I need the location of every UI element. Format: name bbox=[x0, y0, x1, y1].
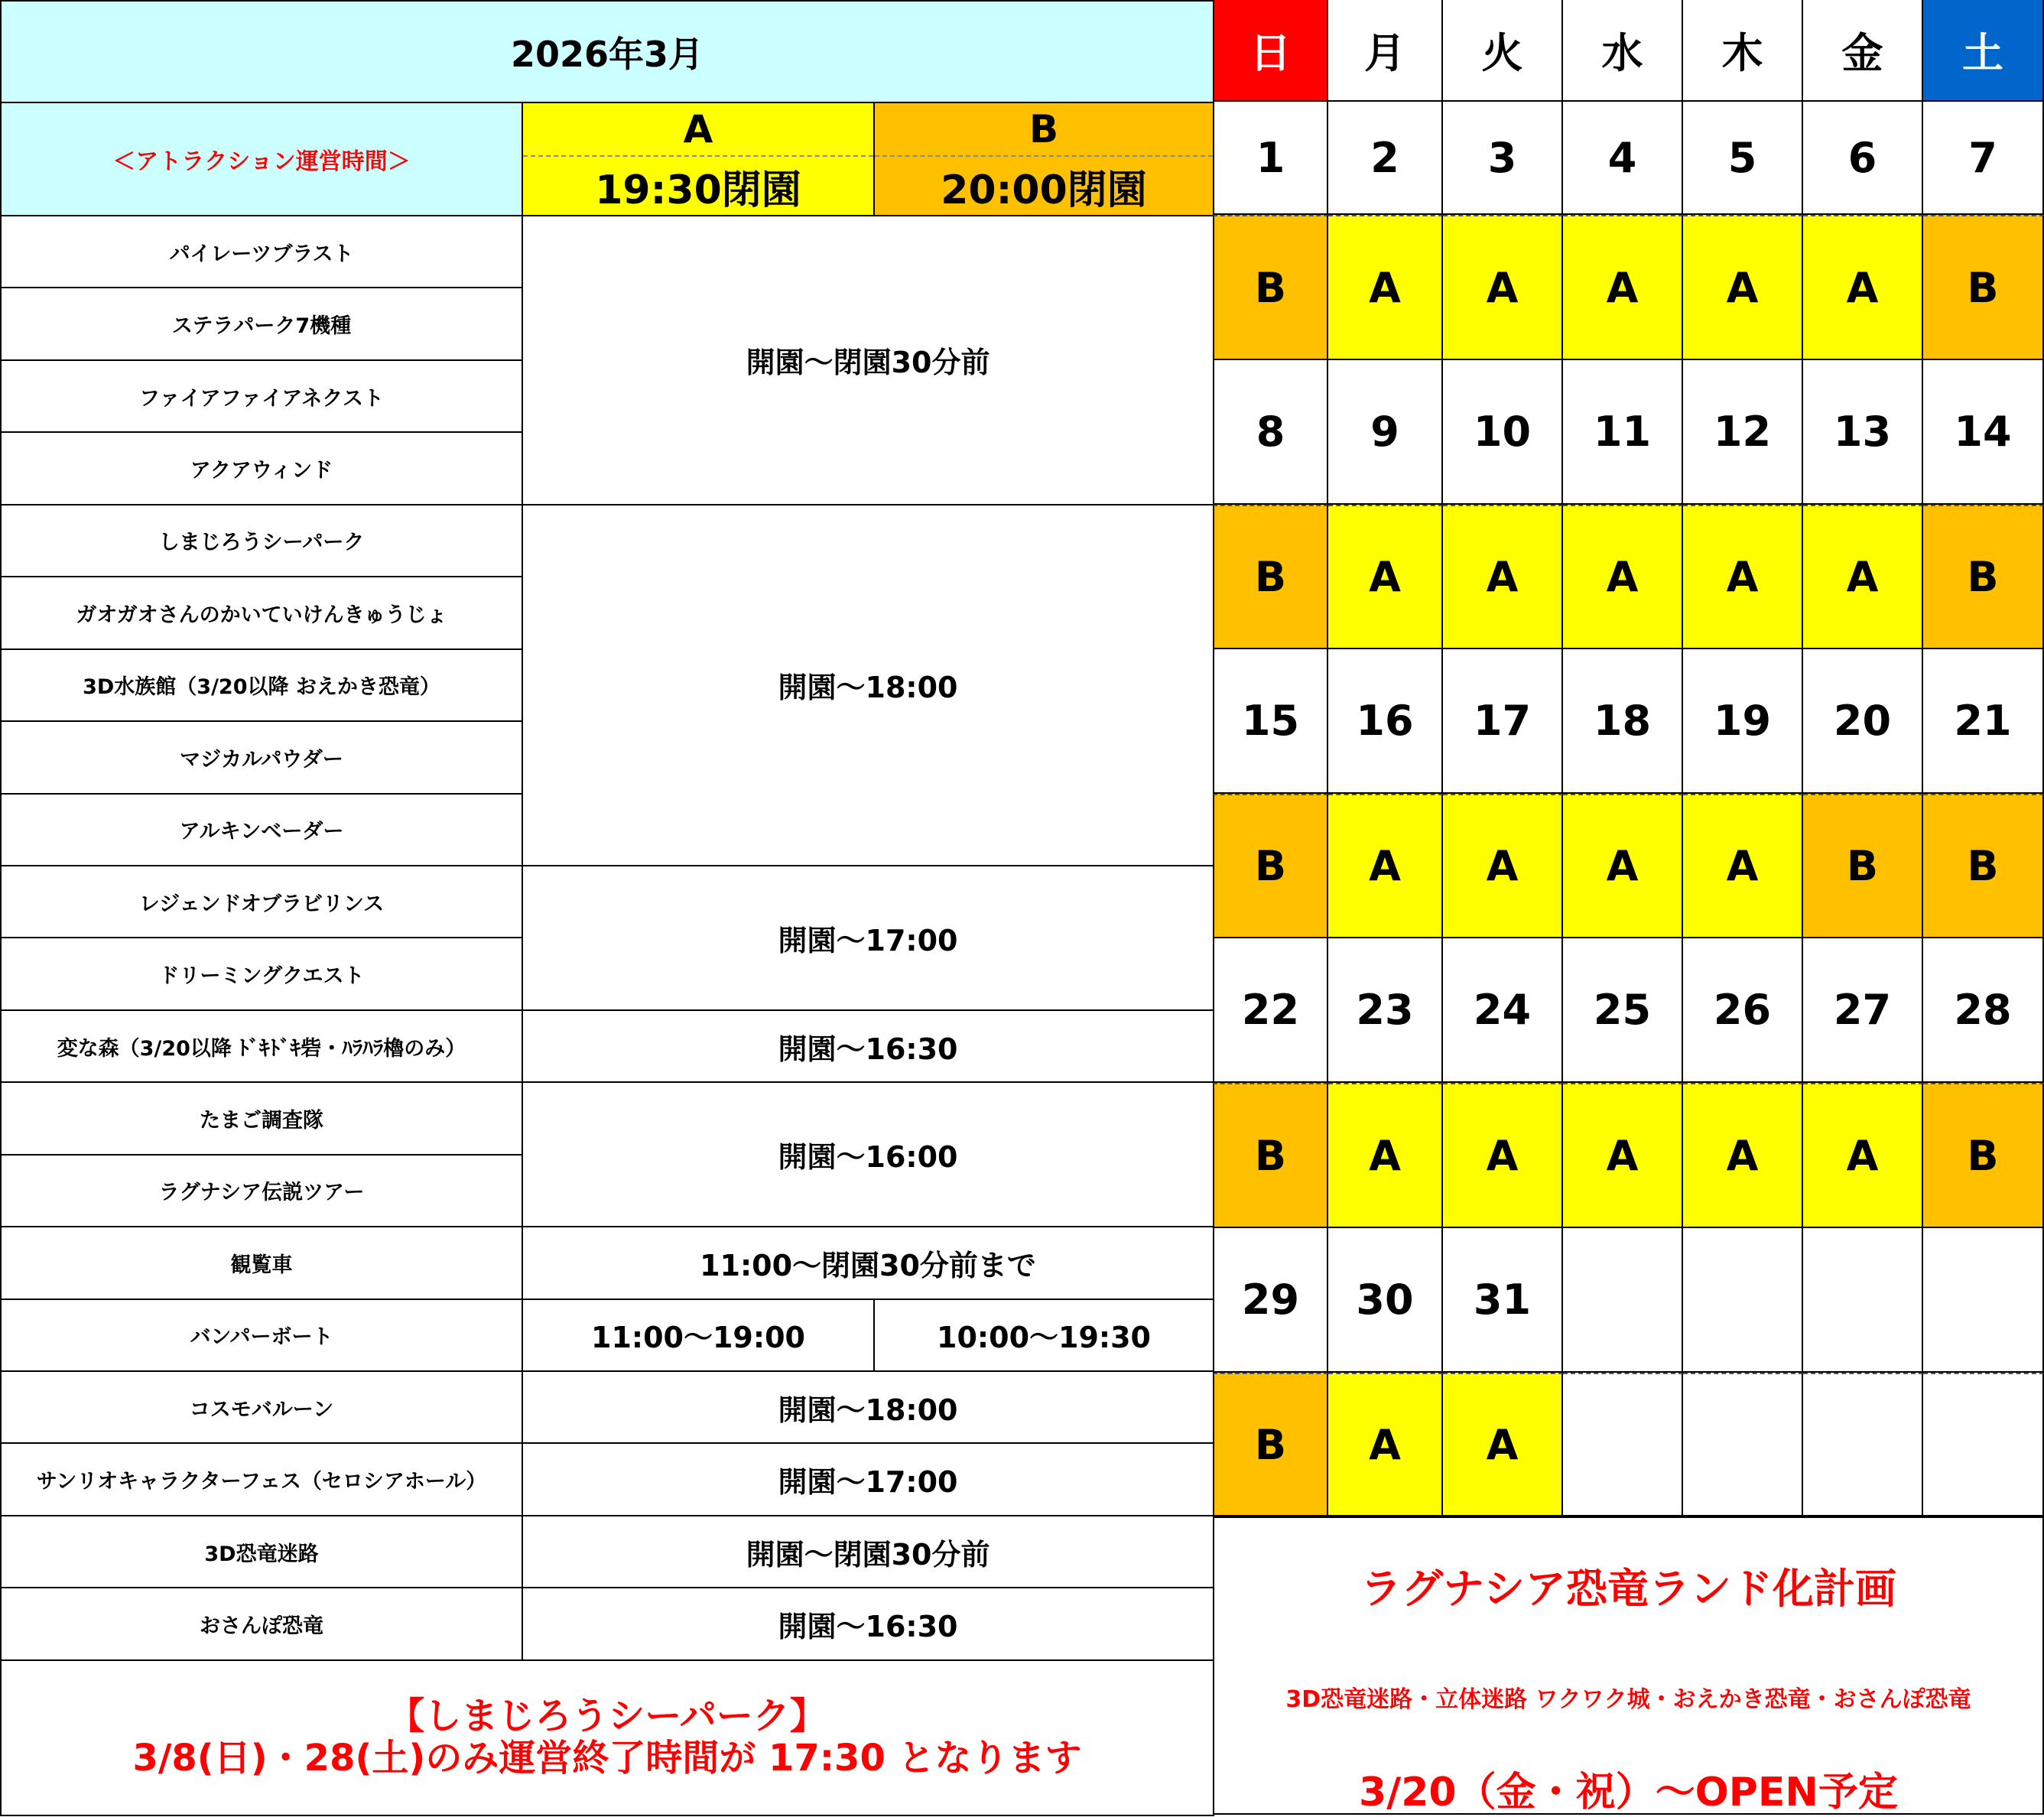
promo-date: 3/20（金・祝）～OPEN予定 bbox=[1359, 1770, 1898, 1815]
day-pattern-code: A bbox=[1683, 215, 1803, 360]
calendar-day bbox=[1803, 1228, 1923, 1373]
calendar-day: 12 bbox=[1683, 360, 1803, 505]
shimajiro-notice bbox=[1, 1660, 1214, 1815]
day-pattern-code: A bbox=[1803, 1083, 1923, 1228]
attraction-hours: 開園～17:00 bbox=[522, 866, 1214, 1010]
day-pattern-code: A bbox=[1563, 505, 1683, 649]
calendar-day: 11 bbox=[1563, 360, 1683, 505]
attraction-name: ラグナシア伝説ツアー bbox=[1, 1155, 522, 1227]
calendar-day: 30 bbox=[1328, 1228, 1443, 1373]
day-pattern-code bbox=[1923, 1373, 2044, 1516]
pattern-a-close: 19:30閉園 bbox=[595, 167, 801, 213]
calendar-day: 29 bbox=[1213, 1228, 1328, 1373]
attraction-name: 変な森（3/20以降 ﾄﾞｷﾄﾞｷ砦・ﾊﾗﾊﾗ櫓のみ） bbox=[1, 1010, 522, 1082]
calendar-day: 15 bbox=[1213, 649, 1328, 794]
day-pattern-code: A bbox=[1328, 794, 1443, 938]
attraction-hours: 11:00～閉園30分前まで bbox=[522, 1227, 1214, 1299]
calendar-day: 14 bbox=[1923, 360, 2044, 505]
calendar-day: 4 bbox=[1563, 102, 1683, 215]
calendar-day: 6 bbox=[1803, 102, 1923, 215]
day-pattern-code: A bbox=[1563, 794, 1683, 938]
pattern-b-letter: B bbox=[875, 103, 1213, 157]
attraction-hours: 開園～16:30 bbox=[522, 1588, 1214, 1659]
day-pattern-code: A bbox=[1683, 505, 1803, 649]
day-pattern-code: A bbox=[1328, 1083, 1443, 1228]
weekday-header: 月 bbox=[1328, 0, 1443, 102]
day-pattern-code: B bbox=[1213, 1373, 1328, 1516]
pattern-a-header bbox=[522, 102, 874, 216]
day-pattern-code: A bbox=[1563, 215, 1683, 360]
calendar-day: 2 bbox=[1328, 102, 1443, 215]
day-pattern-code: B bbox=[1923, 215, 2044, 360]
calendar-day: 13 bbox=[1803, 360, 1923, 505]
calendar-day: 22 bbox=[1213, 938, 1328, 1083]
weekday-header: 火 bbox=[1443, 0, 1563, 102]
calendar-day: 3 bbox=[1443, 102, 1563, 215]
calendar-day: 27 bbox=[1803, 938, 1923, 1083]
calendar-day bbox=[1563, 1228, 1683, 1373]
calendar-day: 5 bbox=[1683, 102, 1803, 215]
pattern-a-letter: A bbox=[523, 103, 873, 157]
attraction-name: アクアウィンド bbox=[1, 432, 522, 504]
day-pattern-code: A bbox=[1328, 1373, 1443, 1516]
attraction-hours: 開園～18:00 bbox=[522, 505, 1214, 866]
notice-body: 3/8(日)・28(土)のみ運営終了時間が 17:30 となります bbox=[132, 1737, 1082, 1780]
attraction-name: マジカルパウダー bbox=[1, 721, 522, 793]
calendar-day: 23 bbox=[1328, 938, 1443, 1083]
day-pattern-code: B bbox=[1923, 505, 2044, 649]
day-pattern-code bbox=[1563, 1373, 1683, 1516]
calendar-day bbox=[1923, 1228, 2044, 1373]
day-pattern-code: B bbox=[1213, 1083, 1328, 1228]
weekday-header: 木 bbox=[1683, 0, 1803, 102]
promo-items: 3D恐竜迷路・立体迷路 ワクワク城・おえかき恐竜・おさんぽ恐竜 bbox=[1285, 1686, 1971, 1713]
attraction-name: たまご調査隊 bbox=[1, 1082, 522, 1154]
calendar-day: 31 bbox=[1443, 1228, 1563, 1373]
attraction-name: 3D恐竜迷路 bbox=[1, 1516, 522, 1588]
calendar-day: 18 bbox=[1563, 649, 1683, 794]
attraction-hours: 開園～17:00 bbox=[522, 1443, 1214, 1515]
operating-hours-label: ＜アトラクション運営時間＞ bbox=[1, 102, 522, 216]
calendar-day: 9 bbox=[1328, 360, 1443, 505]
calendar-day: 19 bbox=[1683, 649, 1803, 794]
attraction-hours: 開園～閉園30分前 bbox=[522, 1516, 1214, 1588]
day-pattern-code bbox=[1683, 1373, 1803, 1516]
pattern-b-close: 20:00閉園 bbox=[941, 167, 1147, 213]
attraction-hours-b: 10:00～19:30 bbox=[874, 1299, 1214, 1371]
attraction-name: ガオガオさんのかいていけんきゅうじょ bbox=[1, 577, 522, 648]
attraction-name: ステラパーク7機種 bbox=[1, 288, 522, 359]
calendar-day: 17 bbox=[1443, 649, 1563, 794]
calendar-day: 8 bbox=[1213, 360, 1328, 505]
dinosaur-land-promo bbox=[1213, 1516, 2044, 1815]
attraction-hours: 開園～16:00 bbox=[522, 1082, 1214, 1227]
calendar-day: 28 bbox=[1923, 938, 2044, 1083]
day-pattern-code: A bbox=[1443, 215, 1563, 360]
attraction-name: パイレーツブラスト bbox=[1, 216, 522, 288]
attraction-name: アルキンベーダー bbox=[1, 794, 522, 866]
day-pattern-code: A bbox=[1443, 1083, 1563, 1228]
attraction-hours: 開園～16:30 bbox=[522, 1010, 1214, 1082]
day-pattern-code: A bbox=[1443, 1373, 1563, 1516]
calendar-day bbox=[1683, 1228, 1803, 1373]
day-pattern-code: A bbox=[1683, 794, 1803, 938]
day-pattern-code: A bbox=[1328, 505, 1443, 649]
notice-title: 【しまじろうシーパーク】 bbox=[388, 1695, 827, 1738]
day-pattern-code: A bbox=[1563, 1083, 1683, 1228]
month-title: 2026年3月 bbox=[1, 1, 1214, 102]
attraction-hours: 開園～18:00 bbox=[522, 1371, 1214, 1443]
day-pattern-code: A bbox=[1443, 794, 1563, 938]
attraction-name: 観覧車 bbox=[1, 1227, 522, 1299]
weekday-header: 土 bbox=[1923, 0, 2044, 102]
calendar-day: 25 bbox=[1563, 938, 1683, 1083]
attraction-name: 3D水族館（3/20以降 おえかき恐竜） bbox=[1, 649, 522, 721]
day-pattern-code: A bbox=[1803, 215, 1923, 360]
day-pattern-code: B bbox=[1923, 794, 2044, 938]
day-pattern-code: B bbox=[1923, 1083, 2044, 1228]
attraction-hours: 開園～閉園30分前 bbox=[522, 216, 1214, 505]
calendar-day: 1 bbox=[1213, 102, 1328, 215]
calendar-day: 20 bbox=[1803, 649, 1923, 794]
day-pattern-code: A bbox=[1443, 505, 1563, 649]
attraction-name: ドリーミングクエスト bbox=[1, 938, 522, 1009]
weekday-header: 水 bbox=[1563, 0, 1683, 102]
attraction-name: しまじろうシーパーク bbox=[1, 505, 522, 577]
calendar-day: 26 bbox=[1683, 938, 1803, 1083]
attraction-name: ファイアファイアネクスト bbox=[1, 360, 522, 432]
day-pattern-code: B bbox=[1803, 794, 1923, 938]
day-pattern-code: A bbox=[1328, 215, 1443, 360]
day-pattern-code: B bbox=[1213, 215, 1328, 360]
pattern-b-header bbox=[874, 102, 1214, 216]
day-pattern-code: A bbox=[1803, 505, 1923, 649]
weekday-header: 金 bbox=[1803, 0, 1923, 102]
attraction-name: バンパーボート bbox=[1, 1299, 522, 1371]
attraction-hours-a: 11:00～19:00 bbox=[522, 1299, 874, 1371]
attraction-name: サンリオキャラクターフェス（セロシアホール） bbox=[1, 1443, 522, 1515]
day-pattern-code: A bbox=[1683, 1083, 1803, 1228]
calendar-day: 7 bbox=[1923, 102, 2044, 215]
attraction-name: レジェンドオブラビリンス bbox=[1, 866, 522, 938]
calendar-day: 24 bbox=[1443, 938, 1563, 1083]
day-pattern-code: B bbox=[1213, 505, 1328, 649]
weekday-header: 日 bbox=[1213, 0, 1328, 102]
promo-title: ラグナシア恐竜ランド化計画 bbox=[1360, 1565, 1896, 1613]
calendar-day: 10 bbox=[1443, 360, 1563, 505]
attraction-name: おさんぽ恐竜 bbox=[1, 1588, 522, 1659]
calendar-day: 16 bbox=[1328, 649, 1443, 794]
attraction-name: コスモバルーン bbox=[1, 1371, 522, 1443]
day-pattern-code: B bbox=[1213, 794, 1328, 938]
day-pattern-code bbox=[1803, 1373, 1923, 1516]
calendar-day: 21 bbox=[1923, 649, 2044, 794]
